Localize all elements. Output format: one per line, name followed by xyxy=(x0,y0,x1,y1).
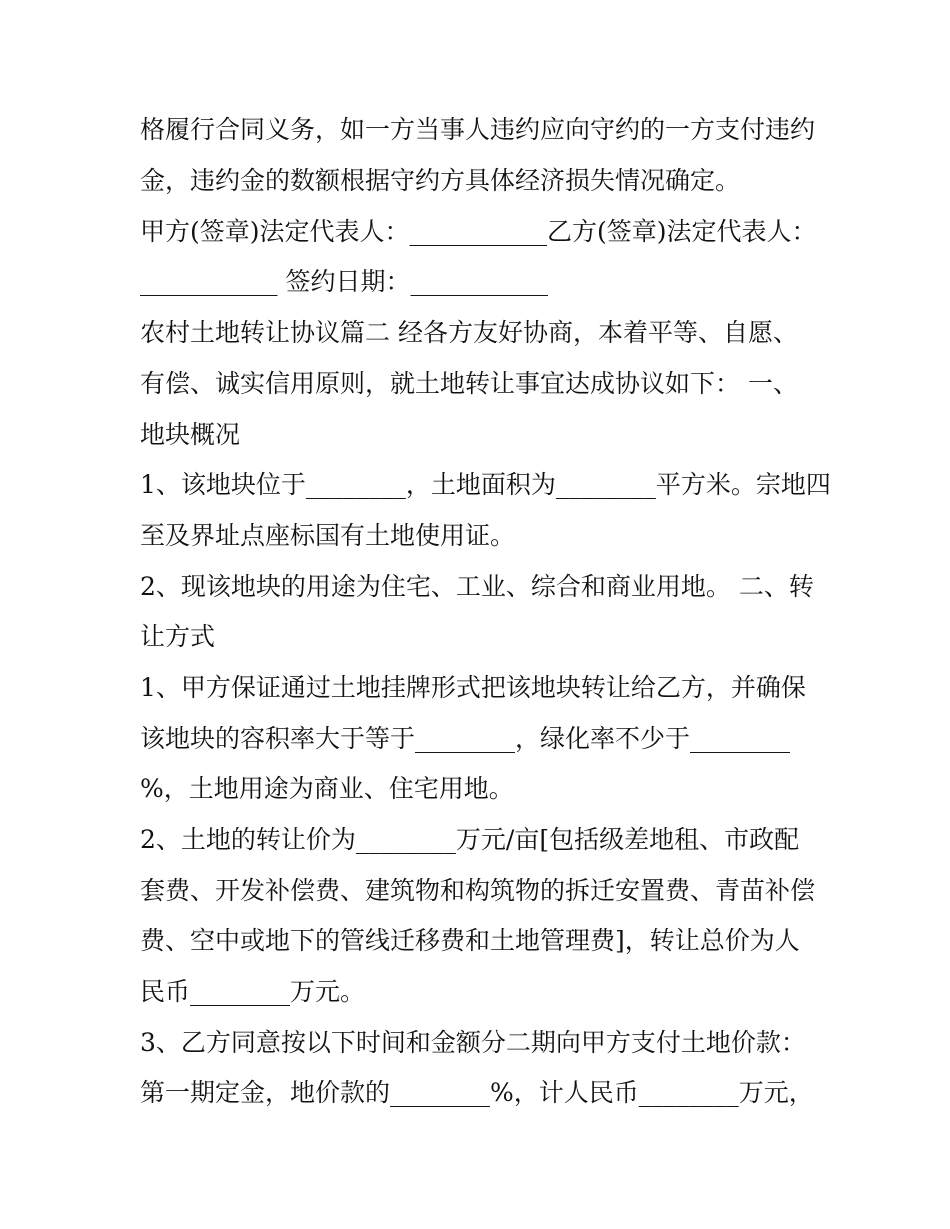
text-line: 1、甲方保证通过土地挂牌形式把该地块转让给乙方，并确保 xyxy=(140,673,806,702)
text-line: 3、乙方同意按以下时间和金额分二期向甲方支付土地价款： xyxy=(140,1028,806,1057)
text-line: 至及界址点座标国有土地使用证。 xyxy=(140,521,516,550)
section-heading: 让方式 xyxy=(140,622,216,651)
text-line: 有偿、诚实信用原则，就土地转让事宜达成协议如下： 一、 xyxy=(140,369,798,398)
text-line: 套费、开发补偿费、建筑物和构筑物的拆迁安置费、青苗补偿 xyxy=(140,876,816,905)
text-line: 2、土地的转让价为________万元/亩[包括级差地租、市政配 xyxy=(140,825,800,854)
section-heading: 地块概况 xyxy=(140,420,241,449)
text-line: 格履行合同义务，如一方当事人违约应向守约的一方支付违约 xyxy=(140,115,816,144)
text-line: 第一期定金，地价款的________%，计人民币________万元， xyxy=(140,1078,814,1107)
text-line: %，土地用途为商业、住宅用地。 xyxy=(140,774,514,803)
text-line: 1、该地块位于________，土地面积为________平方米。宗地四 xyxy=(140,470,831,499)
text-line: 金，违约金的数额根据守约方具体经济损失情况确定。 xyxy=(140,166,741,195)
text-line: 费、空中或地下的管线迁移费和土地管理费]，转让总价为人 xyxy=(140,926,800,955)
text-line: 2、现该地块的用途为住宅、工业、综合和商业用地。 二、转 xyxy=(140,572,814,601)
text-line: ___________ 签约日期：___________ xyxy=(140,267,548,296)
text-line: 民币________万元。 xyxy=(140,977,366,1006)
text-line: 农村土地转让协议篇二 经各方友好协商，本着平等、自愿、 xyxy=(140,318,798,347)
text-line: 该地块的容积率大于等于________，绿化率不少于________ xyxy=(140,724,791,753)
text-line: 甲方(签章)法定代表人：___________乙方(签章)法定代表人： xyxy=(140,217,817,246)
